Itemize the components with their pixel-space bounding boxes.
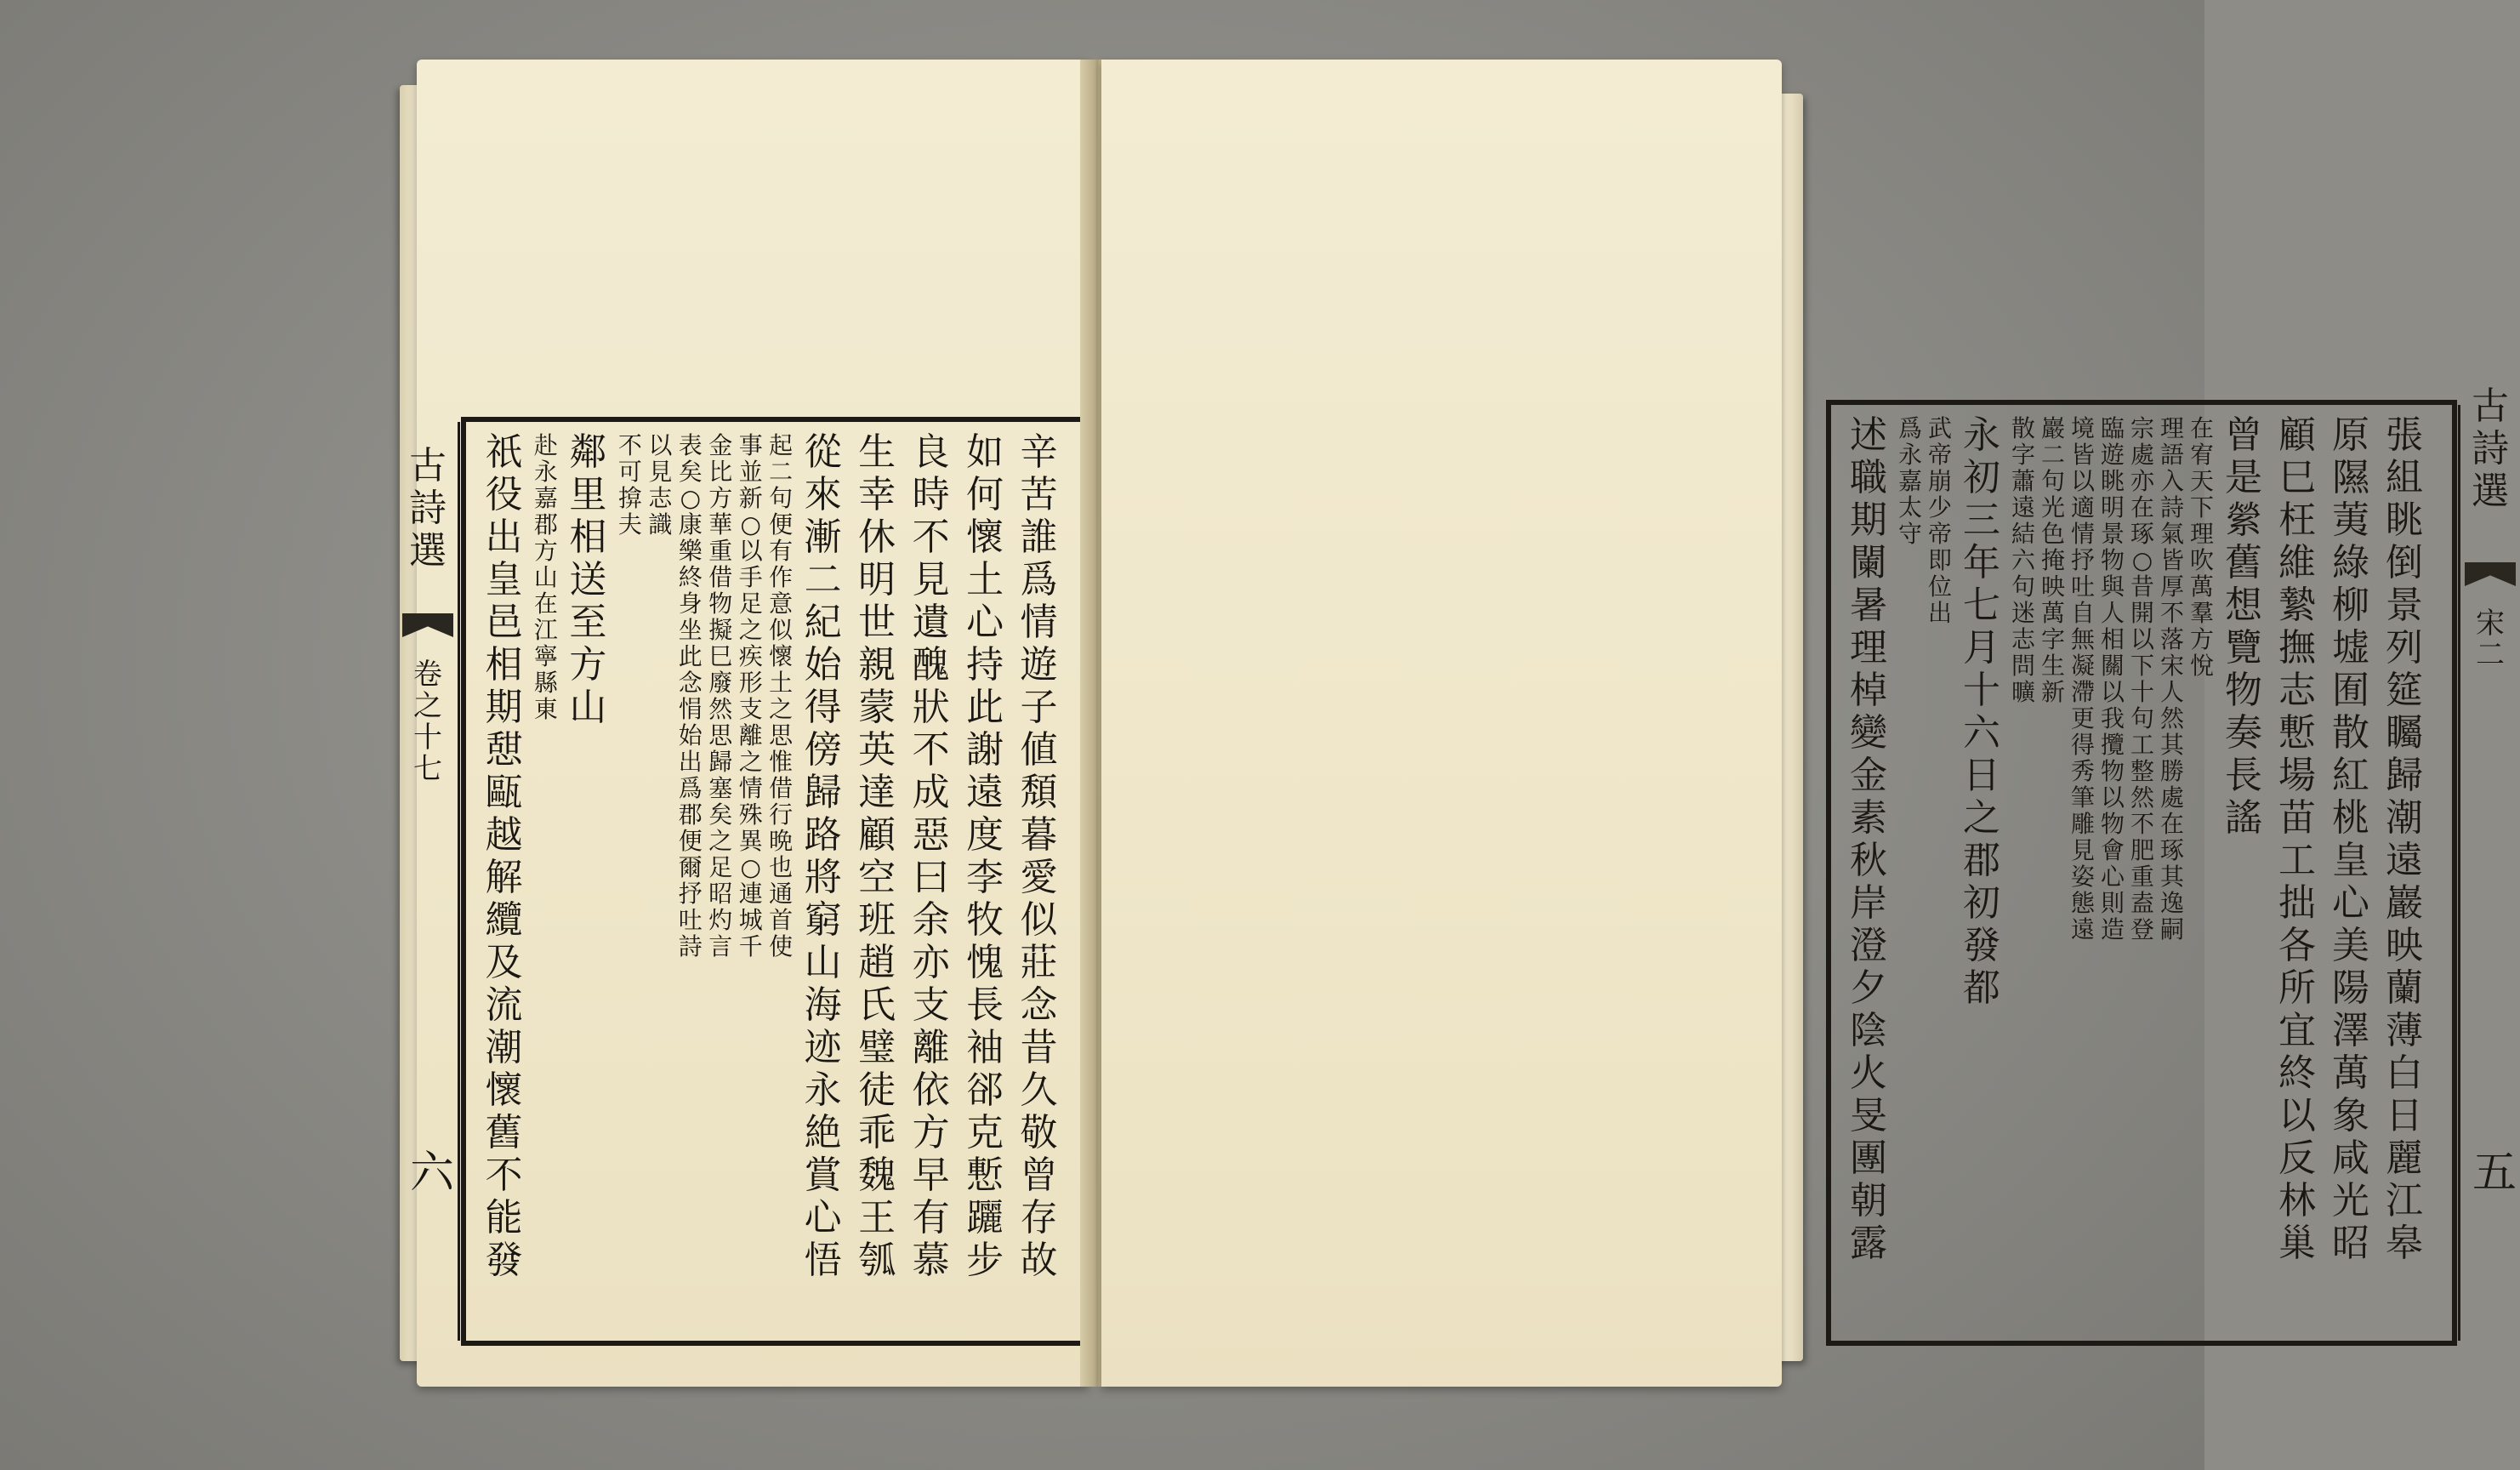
glyph: 選: [409, 529, 447, 573]
right-page-number: 五: [2472, 1148, 2517, 1199]
glyph: 十: [413, 721, 442, 755]
left-page-number: 六: [410, 1148, 455, 1199]
glyph: 宋: [2476, 607, 2505, 641]
right-text-column: 永 初 三 年 七 月 十 六 日 之 郡 初 發 都: [1963, 413, 2000, 1010]
left-text-column: 赴 永 嘉 郡 方 山 在 江 寧 縣 東: [533, 431, 558, 723]
right-text-column: 曾 是 縈 舊 想 覽 物 奏 長 謠: [2225, 413, 2262, 840]
right-text-column: 巖 二 句 光 色 掩 映 萬 字 生 新: [2040, 414, 2065, 706]
left-text-column: 不 可 揜 夫: [617, 431, 642, 538]
left-text-frame: [409, 417, 1092, 1346]
right-fold-volume: [2477, 609, 2503, 1329]
right-text-column: 宗 處 亦 在 琢 ○ 昔 開 以 下 十 句 工 整 然 不 肥 重 盍 登: [2130, 414, 2154, 943]
right-page: [1101, 60, 2517, 1387]
left-text-column: 金 比 方 華 重 借 物 擬 巳 廢 然 思 歸 塞 矣 之 足 昭 灼 言: [708, 431, 733, 960]
glyph: 之: [413, 689, 442, 723]
glyph: 卷: [413, 658, 442, 692]
right-text-column: 臨 遊 眺 明 景 物 與 人 相 關 以 我 攬 物 以 物 會 心 則 造: [2100, 414, 2125, 943]
left-fold-strip: [398, 422, 460, 1341]
left-text-column: 鄰 里 相 送 至 方 山: [569, 430, 607, 729]
left-text-column: 以 見 志 識: [648, 431, 673, 538]
left-text-column: 如 何 懷 土 心 持 此 謝 遠 度 李 牧 愧 長 袖 郤 克 慙 躧 步: [966, 430, 1004, 1282]
right-text-column: 境 皆 以 適 情 抒 吐 自 無 凝 滯 更 得 秀 筆 雕 見 姿 態 遠: [2070, 414, 2095, 943]
glyph: 二: [2476, 638, 2505, 672]
right-text-column: 張 組 眺 倒 景 列 筵 矚 歸 潮 遠 巖 映 蘭 薄 白 日 麗 江 皋: [2386, 413, 2423, 1265]
glyph: 七: [413, 752, 442, 786]
right-text-column: 在 宥 天 下 理 吹 萬 羣 方 悅: [2189, 414, 2214, 680]
right-text-column: 述 職 期 闌 暑 理 棹 變 金 素 秋 岸 澄 夕 陰 火 旻 團 朝 露: [1850, 413, 1887, 1265]
right-text-column: 理 語 入 詩 氣 皆 厚 不 落 宋 人 然 其 勝 處 在 琢 其 逸 嗣: [2159, 414, 2184, 943]
open-book: [400, 60, 2517, 1387]
left-text-column: 祇 役 出 皇 邑 相 期 憇 甌 越 解 纜 及 流 潮 懷 舊 不 能 發: [485, 430, 523, 1282]
glyph: 詩: [409, 487, 447, 530]
glyph: 古: [2472, 385, 2509, 428]
right-text-column: 顧 巳 枉 維 縶 撫 志 慙 場 苗 工 拙 各 所 宜 終 以 反 林 巢: [2278, 413, 2316, 1265]
right-text-column: 爲 永 嘉 太 守: [1897, 414, 1922, 548]
glyph: 古: [409, 444, 447, 487]
left-text-column: 表 矣 ○ 康 樂 終 身 坐 此 念 悁 始 出 爲 郡 便 爾 抒 吐 詩: [678, 431, 703, 960]
left-text-column: 良 時 不 見 遺 醜 狀 不 成 惡 曰 余 亦 支 離 依 方 早 有 慕: [912, 430, 950, 1282]
left-fold-volume: [415, 660, 441, 1329]
left-text-column: 事 並 新 ○ 以 手 足 之 疾 形 支 離 之 情 殊 異 ○ 連 城 千: [738, 431, 763, 960]
right-text-column: 武 帝 崩 少 帝 即 位 出: [1927, 414, 1952, 627]
left-text-column: 生 幸 休 明 世 親 蒙 英 達 顧 空 班 趙 氏 璧 徒 乖 魏 王 瓠: [858, 430, 896, 1282]
right-text-column: 原 隰 荑 綠 柳 墟 囿 散 紅 桃 皇 心 美 陽 澤 萬 象 咸 光 昭: [2332, 413, 2369, 1265]
right-text-column: 散 字 蕭 遠 結 六 句 迷 志 問 曠: [2011, 414, 2035, 706]
glyph: 選: [2472, 470, 2509, 513]
right-text-frame: [1826, 385, 2517, 1346]
left-text-column: 辛 苦 誰 爲 情 遊 子 値 頽 暮 愛 似 莊 念 昔 久 敬 曾 存 故: [1020, 430, 1058, 1282]
left-page: [409, 60, 1089, 1387]
glyph: 詩: [2472, 427, 2509, 470]
left-text-column: 起 二 句 便 有 作 意 似 懷 土 之 思 惟 借 行 晩 也 通 首 使: [769, 431, 794, 960]
right-fold-strip: [2458, 385, 2520, 1341]
left-text-column: 從 來 漸 二 紀 始 得 傍 歸 路 將 窮 山 海 迹 永 絶 賞 心 悟: [804, 430, 842, 1282]
